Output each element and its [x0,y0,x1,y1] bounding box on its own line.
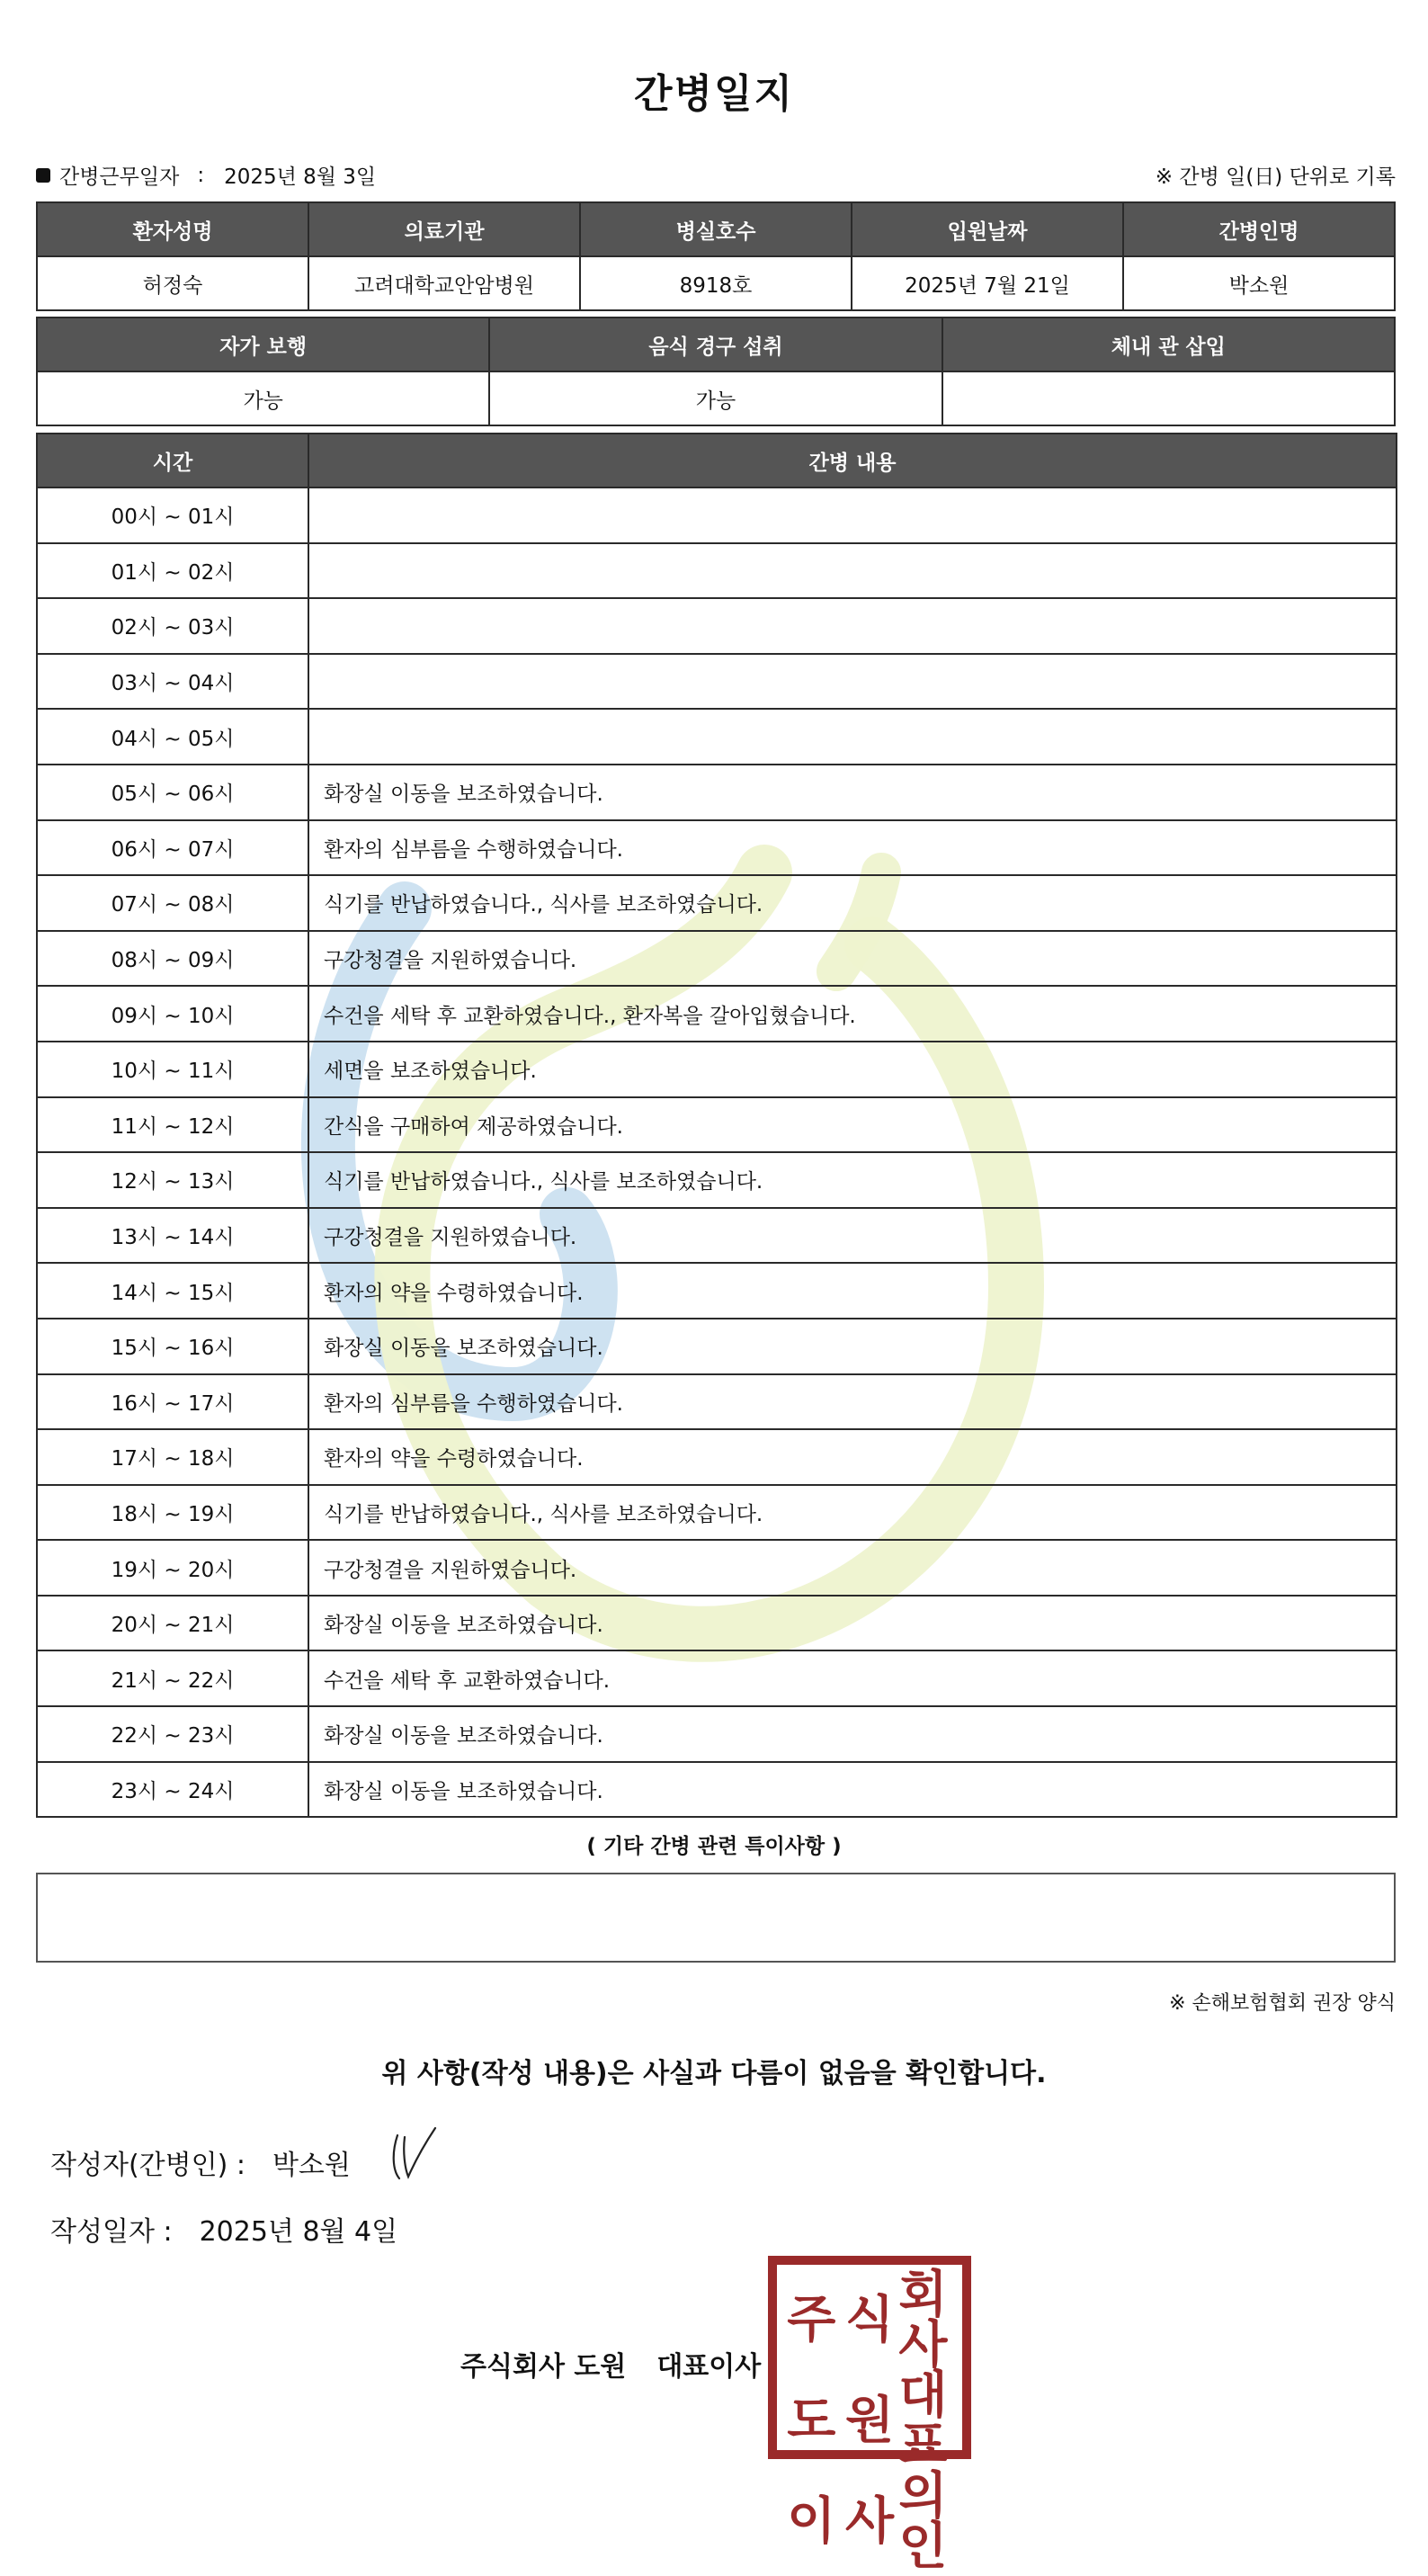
work-date [36,160,376,190]
table-row [37,1706,1397,1762]
time-cell: 06시 ~ 07시 [37,820,308,876]
square-bullet-icon [36,168,50,183]
unit-note: ※ 간병 일(日) 단위로 기록 [1155,165,1396,189]
table-row [37,986,1397,1042]
table-row [37,820,1397,876]
written-date-line [50,2209,397,2249]
table-row [37,1485,1397,1541]
table-row [37,1042,1397,1097]
work-date-label: 간병근무일자 [59,165,180,189]
content-cell: 세면을 보조하였습니다. [308,1042,1397,1097]
table-row [37,487,1397,543]
content-cell [308,654,1397,710]
content-cell: 구강청결을 지원하였습니다. [308,1208,1397,1264]
content-cell: 환자의 심부름을 수행하였습니다. [308,820,1397,876]
time-cell: 07시 ~ 08시 [37,875,308,931]
table-row [37,1263,1397,1319]
table-row [37,1319,1397,1374]
room-number: 8918호 [580,256,852,310]
header-patient-name: 환자성명 [37,202,308,256]
content-cell [308,709,1397,765]
document-title: 간병일지 [633,71,794,117]
content-cell: 화장실 이동을 보조하였습니다. [308,1706,1397,1762]
form-note: ※ 손해보험협회 권장 양식 [1169,1992,1396,2015]
content-cell: 화장실 이동을 보조하였습니다. [308,1596,1397,1651]
time-cell: 04시 ~ 05시 [37,709,308,765]
time-cell: 15시 ~ 16시 [37,1319,308,1374]
time-cell: 03시 ~ 04시 [37,654,308,710]
table-row [37,931,1397,987]
time-cell: 14시 ~ 15시 [37,1263,308,1319]
table-row [37,1762,1397,1818]
table-row [37,709,1397,765]
time-cell: 12시 ~ 13시 [37,1152,308,1208]
content-cell: 수건을 세탁 후 교환하였습니다. [308,1650,1397,1706]
table-header-row [37,434,1397,487]
seal-characters: 주 식 회사 도 원 대표 이 사 의인 [787,2266,948,2576]
content-cell: 수건을 세탁 후 교환하였습니다., 환자복을 갈아입혔습니다. [308,986,1397,1042]
table-row [37,1097,1397,1153]
care-log-table [36,433,1397,1818]
time-cell: 05시 ~ 06시 [37,765,308,820]
company-signature [460,2344,761,2384]
header-room: 병실호수 [580,202,852,256]
header-self-walking: 자가 보행 [37,318,489,371]
content-cell: 화장실 이동을 보조하였습니다. [308,1319,1397,1374]
time-cell: 13시 ~ 14시 [37,1208,308,1264]
header-oral-intake: 음식 경구 섭취 [489,318,942,371]
header-care-content: 간병 내용 [308,434,1397,487]
table-row [37,543,1397,599]
table-header-row [37,318,1395,371]
time-cell: 23시 ~ 24시 [37,1762,308,1818]
table-row [37,371,1395,425]
time-cell: 02시 ~ 03시 [37,598,308,654]
writer-line [50,2142,351,2182]
table-header-row [37,202,1395,256]
content-cell: 식기를 반납하였습니다., 식사를 보조하였습니다. [308,1485,1397,1541]
content-cell: 구강청결을 지원하였습니다. [308,931,1397,987]
patient-name: 허정숙 [37,256,308,310]
table-row [37,1540,1397,1596]
time-cell: 08시 ~ 09시 [37,931,308,987]
table-row [37,1152,1397,1208]
content-cell: 환자의 약을 수령하였습니다. [308,1263,1397,1319]
patient-status-table [36,317,1396,426]
time-cell: 21시 ~ 22시 [37,1650,308,1706]
company-name: 주식회사 도원 [460,2351,627,2383]
header-caregiver-name: 간병인명 [1123,202,1395,256]
content-cell [308,543,1397,599]
written-date-value: 2025년 8월 4일 [199,2216,398,2248]
writer-label: 작성자(간병인) : [50,2150,245,2181]
hospital-name: 고려대학교안암병원 [308,256,580,310]
time-cell: 18시 ~ 19시 [37,1485,308,1541]
table-row [37,1374,1397,1430]
remarks-title: ( 기타 간병 관련 특이사항 ) [586,1835,842,1858]
time-cell: 17시 ~ 18시 [37,1429,308,1485]
content-cell [308,487,1397,543]
representative-title: 대표이사 [656,2351,762,2383]
content-cell [308,598,1397,654]
content-cell: 간식을 구매하여 제공하였습니다. [308,1097,1397,1153]
content-cell: 구강청결을 지원하였습니다. [308,1540,1397,1596]
time-cell: 20시 ~ 21시 [37,1596,308,1651]
header-hospital: 의료기관 [308,202,580,256]
table-row [37,1596,1397,1651]
writer-name: 박소원 [272,2150,351,2181]
table-row [37,1650,1397,1706]
handwritten-signature-icon [385,2124,439,2187]
tube-insertion-value [942,371,1395,425]
written-date-label: 작성일자 : [50,2216,173,2248]
meta-row [36,160,1396,189]
header-time: 시간 [37,434,308,487]
time-cell: 10시 ~ 11시 [37,1042,308,1097]
patient-info-table [36,201,1396,311]
table-row [37,598,1397,654]
content-cell: 환자의 약을 수령하였습니다. [308,1429,1397,1485]
work-date-value: 2025년 8월 3일 [224,165,377,189]
content-cell: 화장실 이동을 보조하였습니다. [308,1762,1397,1818]
self-walking-value: 가능 [37,371,489,425]
time-cell: 09시 ~ 10시 [37,986,308,1042]
time-cell: 16시 ~ 17시 [37,1374,308,1430]
work-date-separator: : [197,163,205,187]
caregiver-name: 박소원 [1123,256,1395,310]
content-cell: 식기를 반납하였습니다., 식사를 보조하였습니다. [308,1152,1397,1208]
header-admission-date: 입원날짜 [852,202,1123,256]
time-cell: 00시 ~ 01시 [37,487,308,543]
content-cell: 화장실 이동을 보조하였습니다. [308,765,1397,820]
header-tube-insertion: 체내 관 삽입 [942,318,1395,371]
table-row [37,1208,1397,1264]
table-row [37,256,1395,310]
time-cell: 19시 ~ 20시 [37,1540,308,1596]
table-row [37,1429,1397,1485]
confirmation-statement: 위 사항(작성 내용)은 사실과 다름이 없음을 확인합니다. [381,2058,1047,2089]
table-row [37,765,1397,820]
time-cell: 22시 ~ 23시 [37,1706,308,1762]
table-row [37,654,1397,710]
content-cell: 환자의 심부름을 수행하였습니다. [308,1374,1397,1430]
oral-intake-value: 가능 [489,371,942,425]
admission-date: 2025년 7월 21일 [852,256,1123,310]
time-cell: 11시 ~ 12시 [37,1097,308,1153]
content-cell: 식기를 반납하였습니다., 식사를 보조하였습니다. [308,875,1397,931]
table-row [37,875,1397,931]
remarks-box [36,1873,1396,1963]
time-cell: 01시 ~ 02시 [37,543,308,599]
company-seal-icon [768,2256,971,2576]
